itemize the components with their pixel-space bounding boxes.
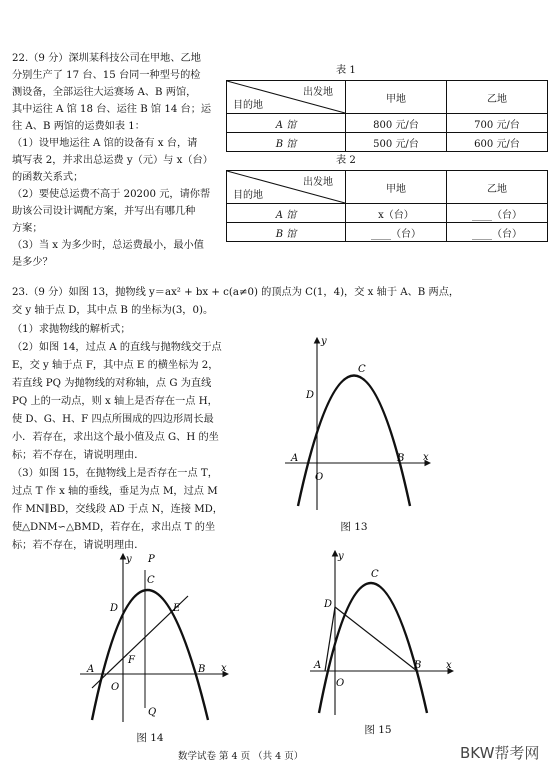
q23-header: 交 y 轴于点 D，其中点 B 的坐标为(3，0)。 — [12, 305, 214, 316]
q23-line: 标；若不存在，请说明理由． — [12, 540, 145, 551]
corner-bottom: 目的地 — [233, 100, 263, 111]
label-A: A — [291, 453, 299, 464]
label-Q: Q — [148, 707, 157, 718]
q23-line: 使 D、G、H、F 四点所围成的四边形周长最 — [12, 414, 214, 425]
label-C: C — [358, 364, 366, 375]
figure-13 — [280, 330, 450, 515]
label-C: C — [371, 569, 379, 580]
q22-line: 往 A、B 两馆的运费如表 1： — [12, 121, 145, 132]
row-label: B 馆 — [227, 223, 346, 242]
table-cell: ____（台） — [447, 223, 548, 242]
table-cell: 700 元/台 — [447, 114, 548, 133]
col-header: 乙地 — [447, 81, 548, 114]
q22-line: 填写表 2，并求出总运费 y（元）与 x（台） — [12, 155, 213, 166]
q22-line: （2）要使总运费不高于 20200 元，请你帮 — [12, 189, 211, 200]
q23-line: （3）如图 15，在抛物线上是否存在一点 T， — [12, 468, 218, 479]
row-label: A 馆 — [227, 114, 346, 133]
q22-line: （1）设甲地运往 A 馆的设备有 x 台，请 — [12, 138, 198, 149]
col-header: 乙地 — [447, 171, 548, 204]
label-F: F — [128, 655, 135, 666]
table-cell: 600 元/台 — [447, 133, 548, 152]
label-B: B — [397, 453, 405, 464]
label-y: y — [338, 551, 344, 562]
q22-line: 其中运往 A 馆 18 台、运往 B 馆 14 台；运 — [12, 104, 212, 115]
q23-line: 标；若不存在，请说明理由． — [12, 450, 145, 461]
q23-line: 作 MN∥BD，交线段 AD 于点 N，连接 MD， — [12, 504, 223, 515]
table1 — [226, 80, 548, 152]
label-A: A — [314, 660, 322, 671]
label-D: D — [324, 599, 333, 610]
corner-top: 出发地 — [303, 87, 333, 98]
label-C: C — [147, 575, 155, 586]
row-label: B 馆 — [227, 133, 346, 152]
corner-bottom: 目的地 — [233, 190, 263, 201]
table2-corner — [227, 171, 346, 204]
label-P: P — [148, 554, 155, 565]
label-y: y — [321, 336, 327, 347]
q22-line: 测设备，全部运往大运赛场 A、B 两馆， — [12, 87, 197, 98]
corner-top: 出发地 — [303, 177, 333, 188]
table-cell: 800 元/台 — [346, 114, 447, 133]
label-x: x — [221, 663, 227, 674]
q23-line: E，交 y 轴于点 F，其中点 E 的横坐标为 2， — [12, 360, 219, 371]
q22-line: 分别生产了 17 台、15 台同一种型号的检 — [12, 70, 201, 81]
q22-line: 是多少？ — [12, 257, 53, 268]
q23-line: （2）如图 14，过点 A 的直线与抛物线交于点 — [12, 342, 222, 353]
label-O: O — [111, 682, 120, 693]
col-header: 甲地 — [346, 81, 447, 114]
q23-line: 过点 T 作 x 轴的垂线，垂足为点 M，过点 M — [12, 486, 218, 497]
fig14-caption: 图 14 — [136, 732, 164, 744]
q23-line: PQ 上的一动点，则 x 轴上是否存在一点 H， — [12, 396, 218, 407]
table-cell: ____（台） — [447, 204, 548, 223]
fig15-caption: 图 15 — [364, 724, 392, 736]
q22-line: 22.（9 分）深圳某科技公司在甲地、乙地 — [12, 53, 201, 64]
label-O: O — [315, 472, 324, 483]
parabola — [298, 376, 410, 507]
q23-line: （1）求抛物线的解析式； — [12, 324, 131, 335]
table2-title: 表 2 — [336, 155, 356, 166]
fig13-caption: 图 13 — [340, 521, 368, 533]
table1-corner — [227, 81, 346, 114]
q22-line: 助该公司设计调配方案，并写出有哪几种 — [12, 206, 196, 217]
label-y: y — [126, 554, 132, 565]
figure-14 — [78, 550, 258, 730]
q22-line: 的函数关系式； — [12, 172, 84, 183]
watermark-logo: BKW帮考网 — [460, 744, 540, 762]
label-D: D — [110, 603, 119, 614]
table-cell: 500 元/台 — [346, 133, 447, 152]
label-B: B — [198, 664, 206, 675]
page-footer: 数学试卷 第 4 页 （共 4 页） — [178, 751, 304, 762]
label-A: A — [87, 664, 95, 675]
q23-line: 若直线 PQ 为抛物线的对称轴，点 G 为直线 — [12, 378, 212, 389]
col-header: 甲地 — [346, 171, 447, 204]
table2 — [226, 170, 548, 242]
table-cell: x（台） — [346, 204, 447, 223]
label-x: x — [423, 452, 429, 463]
q23-header: 23.（9 分）如图 13，抛物线 y＝ax² + bx + c(a≠0) 的顶点为 C(1，4)，交 x 轴于 A、B 两点， — [12, 287, 460, 298]
label-D: D — [306, 390, 315, 401]
segment-BD — [335, 607, 417, 671]
table1-title: 表 1 — [336, 65, 356, 76]
label-x: x — [446, 660, 452, 671]
q23-line: 小．若存在，求出这个最小值及点 G、H 的坐 — [12, 432, 219, 443]
figure-15 — [305, 545, 465, 720]
q23-line: 使△DNM∽△BMD，若存在，求出点 T 的坐 — [12, 522, 216, 533]
label-E: E — [173, 603, 181, 614]
label-O: O — [336, 678, 345, 689]
label-B: B — [414, 660, 422, 671]
row-label: A 馆 — [227, 204, 346, 223]
q22-line: 方案； — [12, 223, 43, 234]
q22-line: （3）当 x 为多少时，总运费最小，最小值 — [12, 240, 204, 251]
table-cell: ____（台） — [346, 223, 447, 242]
